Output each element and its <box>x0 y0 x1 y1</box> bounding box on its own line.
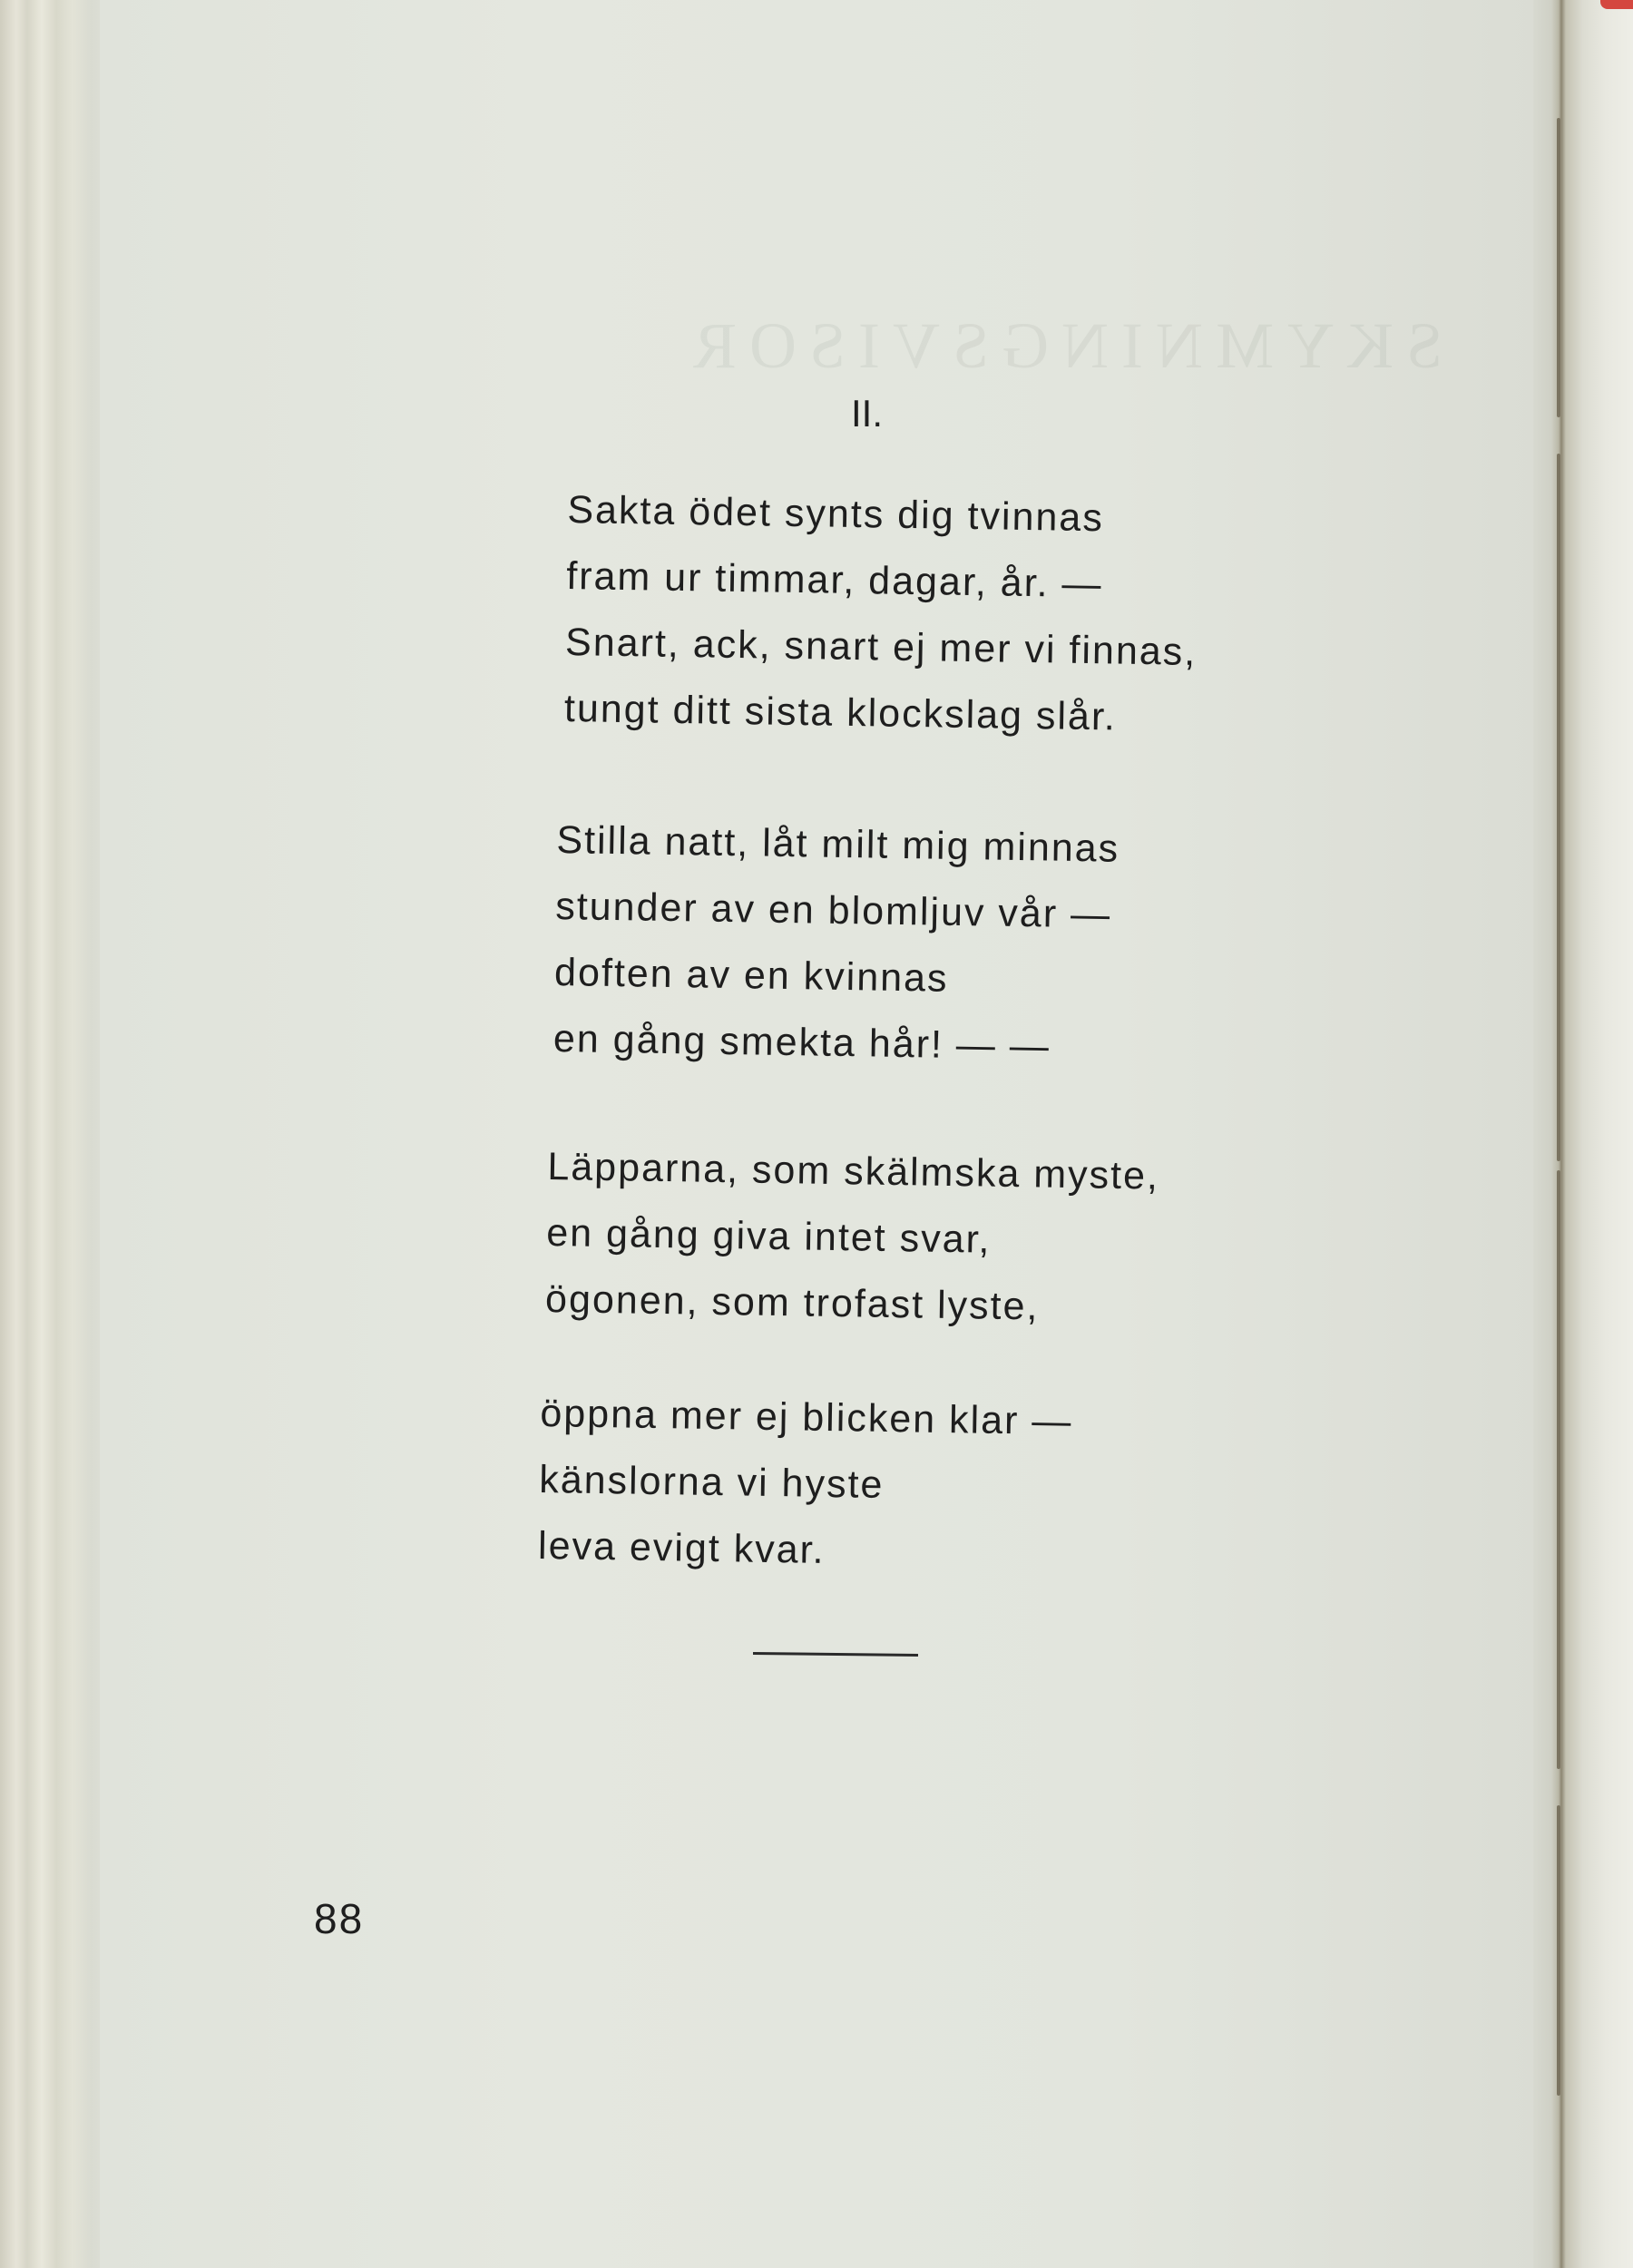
stanza-4 <box>538 1381 1073 1588</box>
poem-line: Stilla natt, låt milt mig minnas <box>556 817 1120 871</box>
show-through-text: SKYMNINGSVISOR <box>680 309 1443 382</box>
corner-mark <box>1600 0 1633 9</box>
poem-line: Sakta ödet synts dig tvinnas <box>567 487 1105 541</box>
stanza-3 <box>545 1134 1160 1343</box>
poem-line: en gång giva intet svar, <box>545 1210 992 1262</box>
poem-line: stunder av en blomljuv vår — <box>554 884 1112 937</box>
stanza-1 <box>563 477 1199 752</box>
poem-line: känslorna vi hyste <box>538 1457 885 1507</box>
book-binding <box>1533 0 1633 2268</box>
poem-line: en gång smekta hår! — — <box>552 1016 1051 1069</box>
poem-line: Läpparna, som skälmska myste, <box>547 1144 1160 1198</box>
stanza-2 <box>552 807 1120 1081</box>
poem-line: öppna mer ej blicken klar — <box>540 1391 1073 1444</box>
section-numeral: II. <box>851 392 884 435</box>
poem-line: leva evigt kvar. <box>537 1523 826 1572</box>
poem-line: ögonen, som trofast lyste, <box>544 1276 1040 1329</box>
poem-line: tungt ditt sista klockslag slår. <box>563 686 1118 739</box>
binding-thread <box>1557 118 1560 417</box>
poem-line: fram ur timmar, dagar, år. — <box>565 553 1103 607</box>
poem-line: doften av en kvinnas <box>553 950 949 1001</box>
poem-line: Snart, ack, snart ej mer vi finnas, <box>564 620 1198 674</box>
page-number: 88 <box>314 1895 365 1942</box>
binding-thread <box>1557 1170 1560 1769</box>
binding-thread <box>1557 454 1560 1161</box>
binding-thread <box>1557 1805 1560 2096</box>
